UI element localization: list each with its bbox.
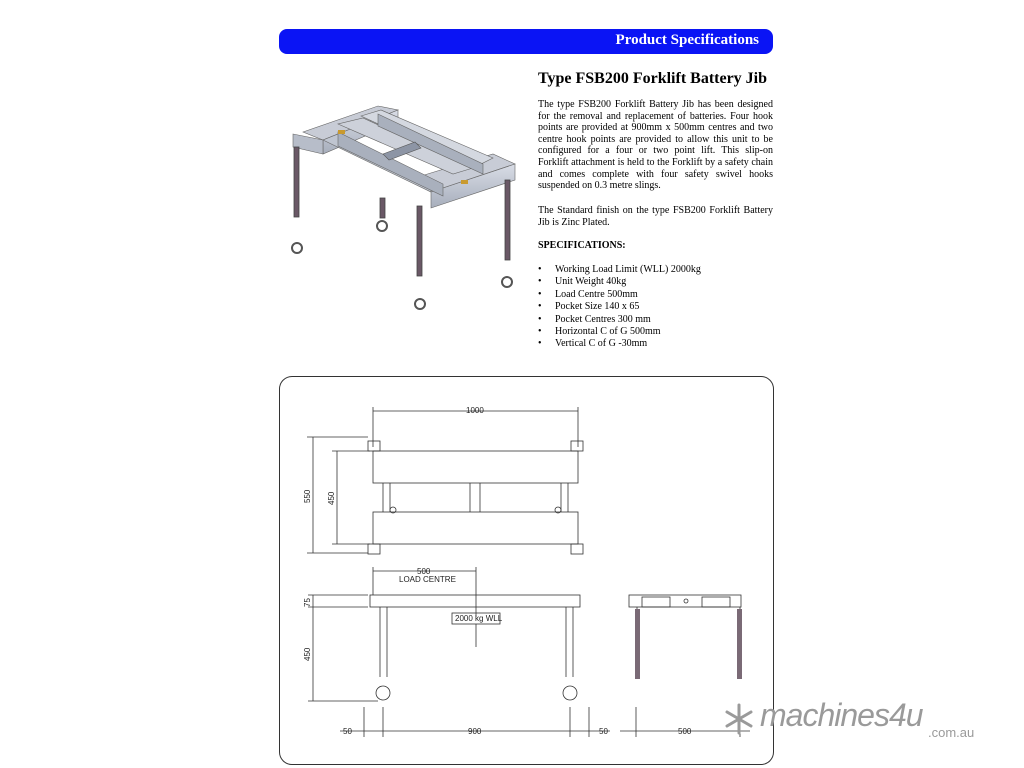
dim-bottom-left: 50	[343, 727, 352, 736]
specs-list	[538, 264, 701, 351]
watermark-name: machines4u	[760, 697, 923, 733]
specs-heading: SPECIFICATIONS:	[538, 240, 626, 251]
product-image	[283, 102, 523, 322]
spec-item: • Vertical C of G -30mm	[538, 338, 701, 350]
dim-top-width: 1000	[466, 406, 484, 415]
technical-drawing	[280, 377, 773, 764]
dim-load-centre-value: 500	[417, 567, 431, 576]
snowflake-icon	[722, 702, 756, 736]
spec-item: • Horizontal C of G 500mm	[538, 326, 701, 338]
wll-label: 2000 kg WLL	[455, 614, 503, 623]
dim-height-sling: 450	[303, 647, 312, 661]
dim-side-width: 500	[678, 727, 692, 736]
spec-item: • Working Load Limit (WLL) 2000kg	[538, 264, 701, 276]
dim-bottom-right: 50	[599, 727, 608, 736]
product-finish: The Standard finish on the type FSB200 Forklift Battery Jib is Zinc Plated.	[538, 205, 773, 228]
dim-bottom-centre: 900	[468, 727, 482, 736]
watermark-logo	[722, 697, 992, 745]
dim-top-height-inner: 450	[327, 491, 336, 505]
dim-load-centre-label: LOAD CENTRE	[399, 575, 456, 584]
product-description: The type FSB200 Forklift Battery Jib has been designed for the removal and replacement of batteries. Four hook points are provided at 900mm x 500mm centres and two centre hook points are provided to allow this unit to be configured for a four or two point lift. This slip-on Forklift attachment is held to the Forklift by a safety chain and comes complete with four safety swivel hooks suspended on 0.3 metre slings.	[538, 99, 773, 192]
product-title: Type FSB200 Forklift Battery Jib	[538, 70, 768, 87]
spec-item: • Load Centre 500mm	[538, 289, 701, 301]
dim-top-height-outer: 550	[303, 489, 312, 503]
dim-height-top: 75	[303, 598, 312, 607]
spec-item: • Pocket Size 140 x 65	[538, 301, 701, 313]
spec-item: • Pocket Centres 300 mm	[538, 314, 701, 326]
technical-drawing-panel	[279, 376, 774, 765]
spec-item: • Unit Weight 40kg	[538, 276, 701, 288]
watermark-domain: .com.au	[928, 725, 975, 740]
header-bar	[279, 29, 773, 54]
header-title: Product Specifications	[615, 32, 759, 48]
